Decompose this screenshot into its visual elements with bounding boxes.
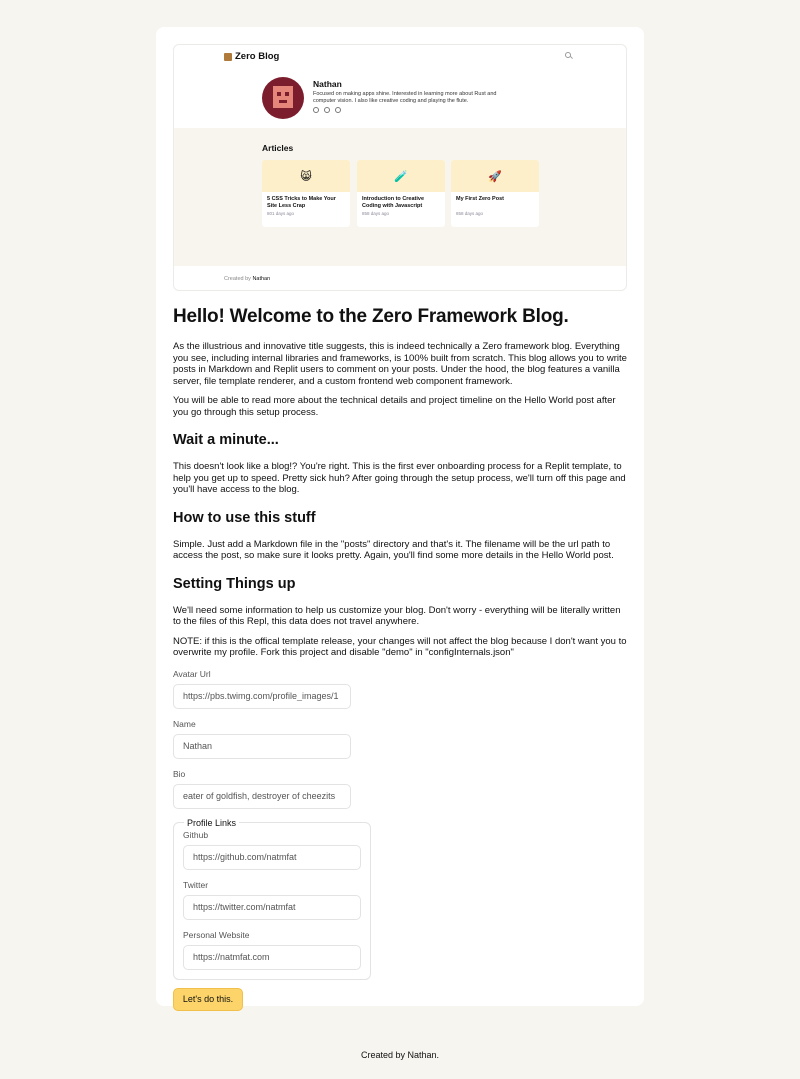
github-input[interactable] xyxy=(183,845,361,870)
avatar-url-input[interactable] xyxy=(173,684,351,709)
avatar xyxy=(262,77,304,119)
article-title: Introduction to Creative Coding with Javascript xyxy=(362,196,425,209)
box-icon xyxy=(224,53,232,61)
name-input[interactable] xyxy=(173,734,351,759)
preview-header xyxy=(174,45,626,128)
link-icon xyxy=(335,107,341,113)
article-emoji: 🚀 xyxy=(451,160,539,192)
submit-button[interactable]: Let's do this. xyxy=(173,988,243,1011)
main-card xyxy=(156,27,644,1006)
preview-footer-name: Nathan xyxy=(252,276,271,282)
github-label: Github xyxy=(183,829,209,840)
article-date: 858 days ago xyxy=(456,211,484,216)
preview-article-card xyxy=(357,160,445,227)
intro-paragraph: As the illustrious and innovative title suggests, this is indeed technically a Zero framework blog. Everything you see, including internal libraries and frameworks, is 100% built from scratch. This blog allows you to write posts in Markdown and Replit users to comment on your posts. Under the hood, the blog features a vanilla server, file template renderer, and a custom frontend web component framework. xyxy=(173,341,627,387)
article-title: 5 CSS Tricks to Make Your Site Less Crap xyxy=(267,196,336,209)
preview-social-icons xyxy=(313,107,341,113)
intro-paragraph-2: You will be able to read more about the technical details and project timeline on the Hello World post after you go through this setup process. xyxy=(173,395,616,418)
preview-logo xyxy=(224,51,279,62)
heading-setup: Setting Things up xyxy=(173,575,296,592)
twitter-input[interactable] xyxy=(183,895,361,920)
preview-footer-prefix: Created by xyxy=(224,276,251,282)
paragraph-note: NOTE: if this is the offical template release, your changes will not affect the blog because I don't want you to overwrite my profile. Fork this project and disable "demo" in "configInternals.json" xyxy=(173,635,627,658)
avatar-url-label: Avatar Url xyxy=(173,668,211,679)
preview-article-card xyxy=(262,160,350,227)
preview-logo-text: Zero Blog xyxy=(235,51,280,62)
article-date: 801 days ago xyxy=(267,211,295,216)
article-emoji: 😸 xyxy=(262,160,350,192)
bio-label: Bio xyxy=(173,768,186,779)
preview-profile-bio: Focused on making apps shine. Interested in learning more about Rust and computer vision. I also like creative coding and playing the flute. xyxy=(313,91,497,104)
article-title: My First Zero Post xyxy=(456,196,504,202)
heading-how: How to use this stuff xyxy=(173,509,316,526)
github-icon xyxy=(313,107,319,113)
search-icon xyxy=(565,52,571,58)
name-label: Name xyxy=(173,718,196,729)
article-emoji: 🧪 xyxy=(357,160,445,192)
blog-preview xyxy=(173,44,627,291)
preview-footer xyxy=(224,276,270,282)
twitter-label: Twitter xyxy=(183,879,209,890)
article-date: 858 days ago xyxy=(362,211,390,216)
twitter-icon xyxy=(324,107,330,113)
setup-form xyxy=(173,669,627,1011)
preview-articles-title: Articles xyxy=(262,143,294,153)
bio-input[interactable] xyxy=(173,784,351,809)
heading-wait: Wait a minute... xyxy=(173,432,279,448)
page-footer: Created by Nathan. xyxy=(360,1050,440,1060)
preview-article-card xyxy=(451,160,539,227)
page-title: Hello! Welcome to the Zero Framework Blog. xyxy=(173,306,569,327)
paragraph-setup: We'll need some information to help us customize your blog. Don't worry - everything will be literally written to the files of this Repl, this data does not travel anywhere. xyxy=(173,604,621,627)
preview-articles-section xyxy=(174,128,626,266)
profile-links-fieldset xyxy=(173,818,371,980)
preview-profile-name: Nathan xyxy=(313,79,342,89)
paragraph-wait: This doesn't look like a blog!? You're right. This is the first ever onboarding process for a Replit template, to help you get up to speed. Pretty sick huh? After going through the setup process, we'll turn off this page and you'll have access to the blog. xyxy=(173,461,626,495)
website-label: Personal Website xyxy=(183,929,250,940)
paragraph-how: Simple. Just add a Markdown file in the "posts" directory and that's it. The filename will be the url path to access the post, so make sure it looks pretty. Again, you'll find some more details in the Hello World post. xyxy=(173,538,614,561)
website-input[interactable] xyxy=(183,945,361,970)
profile-links-legend: Profile Links xyxy=(187,817,237,828)
